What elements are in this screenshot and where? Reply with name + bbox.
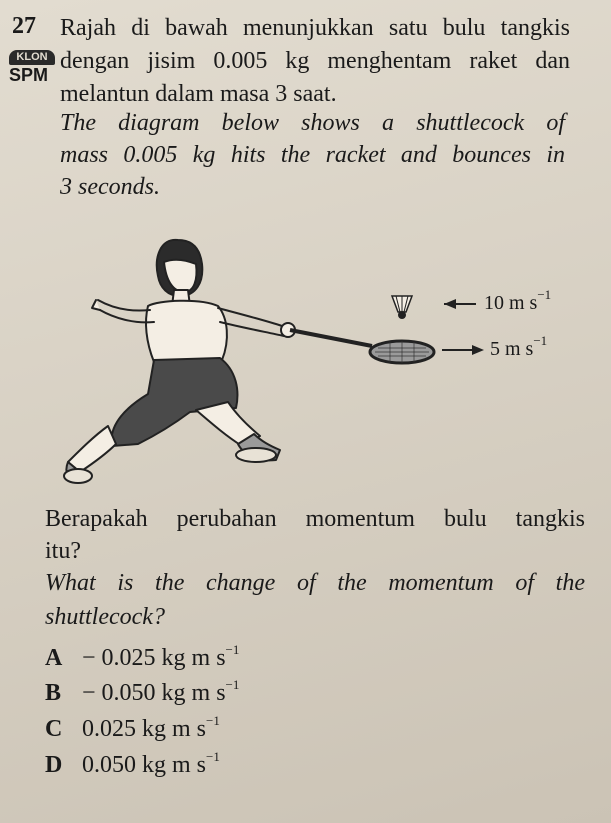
shuttlecock-icon [392,296,412,319]
question-malay-line-1: Rajah di bawah menunjukkan satu bulu tangkis [60,15,570,41]
arrow-right-icon [442,345,484,355]
option-a-text: − 0.025 kg m $s^{-1}$ [82,642,240,671]
question-english-line-3: 3 seconds. [60,174,160,200]
badminton-diagram [50,210,590,500]
question-english-line-2: mass 0.005 kg hits the racket and bounces in [60,142,565,168]
option-b-text: − 0.050 kg m $s^{-1}$ [82,677,240,706]
option-b-letter: B [45,680,62,706]
incoming-velocity-label: 10 m $s^{-1}$ [484,287,552,314]
badge-bottom-text: SPM [9,65,49,85]
option-a-letter: A [45,645,63,671]
prompt-malay-line-2: itu? [45,538,81,564]
klon-spm-badge [9,50,59,84]
option-d-text: 0.050 kg m $s^{-1}$ [82,749,220,778]
prompt-english-line-2: shuttlecock? [45,604,165,630]
badge-top-text: KLON [9,50,55,65]
prompt-malay-line-1: Berapakah perubahan momentum bulu tangkis [45,506,585,532]
option-d-letter: D [45,752,63,778]
question-malay-line-3: melantun dalam masa 3 saat. [60,81,337,107]
arrow-left-icon [444,299,476,309]
question-english-line-1: The diagram below shows a shuttlecock of [60,110,565,136]
option-c-letter: C [45,716,63,742]
option-c-text: 0.025 kg m $s^{-1}$ [82,713,220,742]
prompt-english-line-1: What is the change of the momentum of the [45,570,585,596]
question-malay-line-2: dengan jisim 0.005 kg menghentam raket dan [60,48,570,74]
outgoing-velocity-label: 5 m $s^{-1}$ [490,333,548,360]
question-number: 27 [12,13,36,39]
